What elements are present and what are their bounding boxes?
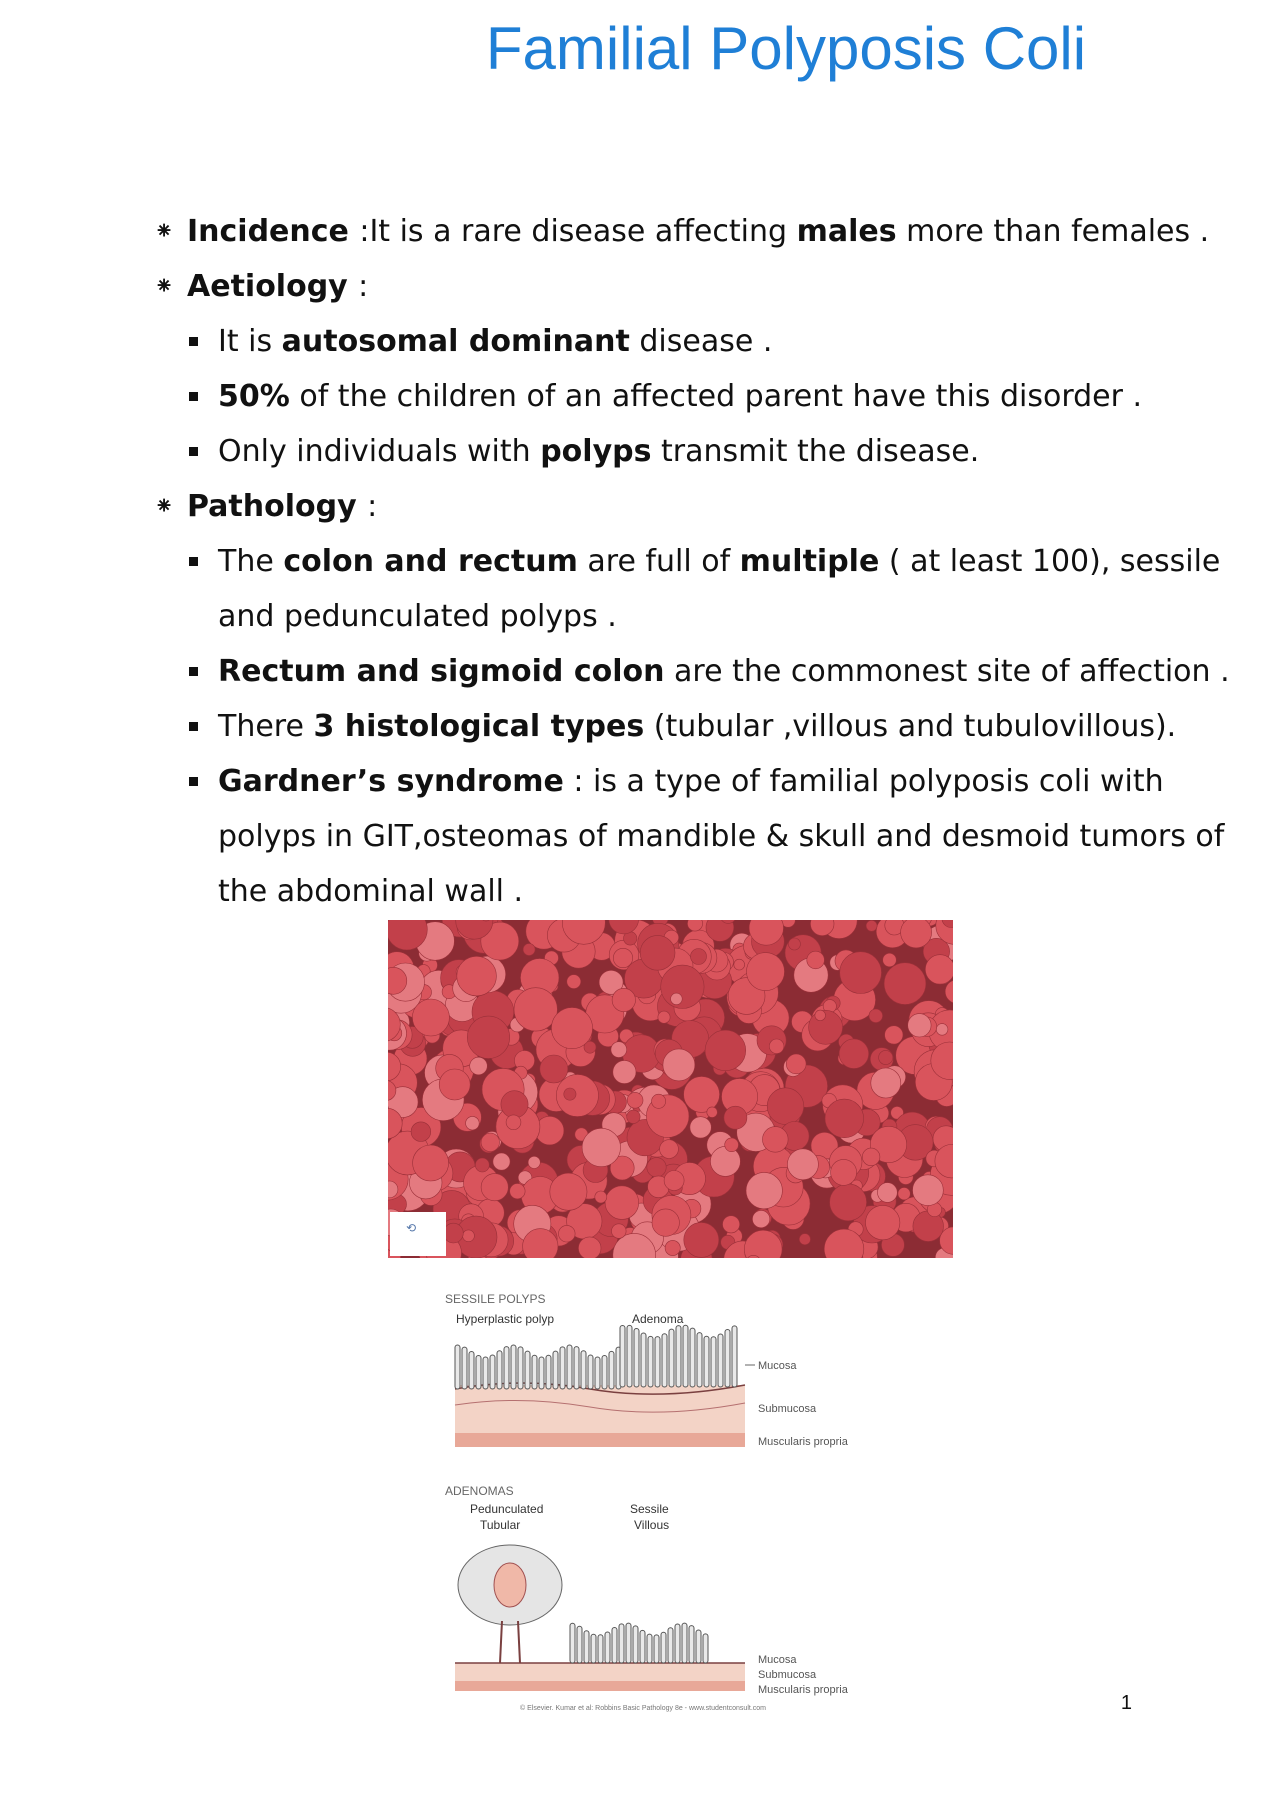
villus-shape bbox=[469, 1351, 474, 1389]
villus-shape bbox=[703, 1634, 708, 1663]
polyp-blob bbox=[723, 1216, 740, 1233]
square-bullet-icon bbox=[189, 447, 198, 456]
square-bullet-icon bbox=[189, 667, 198, 676]
villus-shape bbox=[697, 1333, 702, 1387]
polyp-blob bbox=[788, 938, 800, 950]
polyp-blob bbox=[725, 1138, 739, 1152]
square-bullet-icon bbox=[189, 722, 198, 731]
polyp-blob bbox=[724, 1106, 747, 1129]
villus-shape bbox=[525, 1351, 530, 1389]
bold-term: males bbox=[796, 214, 897, 249]
diagram-label-adenoma: Adenoma bbox=[632, 1312, 684, 1326]
polyp-blob bbox=[885, 1026, 903, 1044]
polyp-blob bbox=[613, 948, 632, 967]
polyp-blob bbox=[799, 1234, 810, 1245]
villus-shape bbox=[504, 1347, 509, 1389]
villus-shape bbox=[605, 1632, 610, 1663]
polyp-blob bbox=[691, 949, 707, 965]
text-run: polyps in GIT,osteomas of mandible & skull and desmoid tumors of bbox=[218, 819, 1225, 854]
polyp-blob bbox=[567, 975, 581, 989]
body-content bbox=[154, 204, 1230, 919]
diagram-label-tubular: Tubular bbox=[480, 1518, 521, 1532]
polyposis-photo bbox=[388, 920, 953, 1258]
polyp-blob bbox=[506, 1115, 521, 1130]
villus-shape bbox=[682, 1623, 687, 1663]
text-run: transmit the disease. bbox=[651, 434, 980, 469]
asterisk-bullet-icon: ⁕ bbox=[154, 492, 175, 520]
polyp-blob bbox=[467, 1016, 509, 1058]
polyp-blob bbox=[475, 1158, 489, 1172]
polyp-blob bbox=[463, 1230, 475, 1242]
polyp-blob bbox=[556, 1074, 598, 1116]
villus-shape bbox=[690, 1328, 695, 1387]
villus-shape bbox=[676, 1326, 681, 1387]
polyps-image bbox=[388, 920, 953, 1258]
square-bullet-icon bbox=[189, 557, 198, 566]
polyp-blob bbox=[866, 920, 877, 931]
polyp-blob bbox=[746, 1172, 782, 1208]
polyp-blob bbox=[825, 1099, 864, 1138]
text-run: are the commonest site of affection . bbox=[664, 654, 1230, 689]
list-item bbox=[154, 699, 1177, 754]
layer-label-muscularis: Muscularis propria bbox=[758, 1436, 848, 1448]
svg-text:⟲: ⟲ bbox=[406, 1221, 417, 1235]
diagram-label-sessile: Sessile bbox=[630, 1502, 669, 1516]
villus-shape bbox=[560, 1347, 565, 1389]
diagram-label-villous: Villous bbox=[634, 1518, 670, 1532]
layer-label-mucosa-2: Mucosa bbox=[758, 1654, 797, 1666]
polyp-blob bbox=[664, 1171, 684, 1191]
villus-shape bbox=[647, 1634, 652, 1663]
list-item bbox=[154, 754, 1164, 809]
bold-term: 50% bbox=[218, 379, 290, 414]
diagram-label-pedunculated: Pedunculated bbox=[470, 1502, 544, 1516]
diagram-label-hyperplastic: Hyperplastic polyp bbox=[456, 1312, 555, 1326]
villus-shape bbox=[595, 1357, 600, 1389]
text-run: of the children of an affected parent have this disorder . bbox=[289, 379, 1143, 414]
polyp-blob bbox=[747, 953, 785, 991]
text-run: : bbox=[367, 489, 378, 524]
polyp-blob bbox=[869, 1009, 883, 1023]
polyp-blob bbox=[613, 1060, 636, 1083]
villus-shape bbox=[620, 1326, 625, 1387]
villus-shape bbox=[532, 1355, 537, 1389]
polyp-blob bbox=[883, 953, 897, 967]
polyp-blob bbox=[660, 1140, 679, 1159]
text-run: the abdominal wall . bbox=[218, 874, 524, 909]
page-number: 1 bbox=[1120, 1692, 1132, 1714]
layer-label-submucosa: Submucosa bbox=[758, 1403, 817, 1415]
polyp-blob bbox=[564, 1088, 576, 1100]
polyp-blob bbox=[595, 1191, 607, 1203]
villus-shape bbox=[539, 1357, 544, 1389]
villus-shape bbox=[704, 1336, 709, 1387]
polyp-blob bbox=[550, 1173, 587, 1210]
polyp-blob bbox=[411, 1122, 431, 1142]
bold-term: colon and rectum bbox=[283, 544, 578, 579]
layer-label-muscularis-2: Muscularis propria bbox=[758, 1684, 848, 1696]
text-run: : bbox=[358, 269, 369, 304]
polyp-blob bbox=[936, 1024, 948, 1036]
villus-shape bbox=[634, 1328, 639, 1387]
list-item bbox=[154, 369, 1154, 424]
polyp-blob bbox=[840, 952, 882, 994]
villus-shape bbox=[591, 1634, 596, 1663]
diagram-credit: © Elsevier. Kumar et al: Robbins Basic Pathology 8e - www.studentconsult.com bbox=[520, 1705, 766, 1712]
villus-shape bbox=[598, 1635, 603, 1663]
polyp-blob bbox=[839, 1039, 869, 1069]
list-item bbox=[154, 644, 1230, 699]
villus-shape bbox=[725, 1330, 730, 1387]
list-item bbox=[154, 314, 1154, 369]
polyp-blob bbox=[612, 988, 635, 1011]
villus-shape bbox=[511, 1345, 516, 1389]
text-run: It is bbox=[218, 324, 282, 359]
villus-shape bbox=[584, 1631, 589, 1663]
villus-shape bbox=[602, 1356, 607, 1389]
polyp-blob bbox=[470, 1057, 488, 1075]
polyp-blob bbox=[862, 1148, 880, 1166]
text-run: :It is a rare disease affecting bbox=[359, 214, 797, 249]
polyp-blob bbox=[710, 1146, 740, 1176]
villus-shape bbox=[588, 1355, 593, 1389]
villus-shape bbox=[476, 1356, 481, 1389]
villus-shape bbox=[661, 1632, 666, 1663]
polyp-blob bbox=[652, 1094, 666, 1108]
villus-shape bbox=[497, 1351, 502, 1389]
polyp-blob bbox=[481, 1133, 499, 1151]
text-run: disease . bbox=[629, 324, 773, 359]
list-item bbox=[154, 589, 1154, 644]
polyp-diagram bbox=[440, 1285, 880, 1715]
bold-term: Gardner’s syndrome bbox=[218, 764, 564, 799]
polyp-blob bbox=[501, 1091, 528, 1118]
muscularis-layer bbox=[455, 1433, 745, 1447]
bold-term: Incidence bbox=[187, 214, 360, 249]
polyp-blob bbox=[787, 1149, 818, 1180]
polyp-blob bbox=[658, 1011, 670, 1023]
bold-term: Aetiology bbox=[187, 269, 359, 304]
text-run: (tubular ,villous and tubulovillous). bbox=[644, 709, 1177, 744]
polyp-blob bbox=[582, 1128, 620, 1166]
villus-shape bbox=[641, 1333, 646, 1387]
polyp-blob bbox=[705, 1030, 746, 1071]
section-heading bbox=[154, 204, 1210, 259]
polyp-blob bbox=[815, 1010, 826, 1021]
polyp-blob bbox=[627, 1092, 643, 1108]
text-run: Only individuals with bbox=[218, 434, 541, 469]
villus-shape bbox=[668, 1628, 673, 1663]
villus-shape bbox=[662, 1334, 667, 1387]
villus-shape bbox=[654, 1635, 659, 1663]
text-run: There bbox=[218, 709, 314, 744]
villus-shape bbox=[612, 1627, 617, 1663]
polyp-blob bbox=[528, 1156, 540, 1168]
text-run: : is a type of familial polyposis coli with bbox=[563, 764, 1164, 799]
polyp-blob bbox=[684, 1222, 719, 1257]
polyp-blob bbox=[769, 1039, 784, 1054]
bold-term: 3 histological types bbox=[313, 709, 645, 744]
villus-shape bbox=[577, 1626, 582, 1663]
polyp-blob bbox=[763, 1127, 789, 1153]
villus-shape bbox=[574, 1347, 579, 1389]
polyp-blob bbox=[871, 1068, 901, 1098]
polyp-blob bbox=[665, 1240, 680, 1255]
villus-shape bbox=[546, 1355, 551, 1389]
text-run: ( at least 100), sessile bbox=[879, 544, 1221, 579]
bold-term: Pathology bbox=[187, 489, 368, 524]
polyp-blob bbox=[559, 1225, 576, 1242]
polyp-blob bbox=[652, 1209, 679, 1236]
villus-shape bbox=[689, 1626, 694, 1663]
polyp-blob bbox=[514, 988, 557, 1031]
bold-term: Rectum and sigmoid colon bbox=[218, 654, 665, 689]
list-item bbox=[154, 534, 1221, 589]
polyp-blob bbox=[510, 1184, 525, 1199]
layer-label-mucosa: Mucosa bbox=[758, 1360, 797, 1372]
polyp-blob bbox=[605, 1186, 639, 1220]
bold-term: multiple bbox=[739, 544, 880, 579]
polyp-blob bbox=[578, 1237, 601, 1258]
villus-shape bbox=[711, 1337, 716, 1387]
polyp-blob bbox=[908, 1014, 931, 1037]
asterisk-bullet-icon: ⁕ bbox=[154, 272, 175, 300]
square-bullet-icon bbox=[189, 337, 198, 346]
polyp-blob bbox=[866, 1205, 900, 1239]
watermark-logo-icon bbox=[390, 1212, 446, 1256]
polyp-blob bbox=[481, 1174, 508, 1201]
polyp-blob bbox=[647, 1158, 666, 1177]
villus-shape bbox=[581, 1351, 586, 1389]
polyp-blob bbox=[884, 963, 926, 1005]
polyp-blob bbox=[661, 965, 704, 1008]
polyp-blob bbox=[540, 1055, 568, 1083]
bold-term: autosomal dominant bbox=[281, 324, 630, 359]
polyp-blob bbox=[898, 1188, 910, 1200]
layer-label-submucosa-2: Submucosa bbox=[758, 1669, 817, 1681]
section-heading bbox=[154, 259, 1154, 314]
villus-shape bbox=[609, 1351, 614, 1389]
list-item bbox=[154, 809, 1225, 864]
villus-shape bbox=[619, 1624, 624, 1663]
polyp-blob bbox=[878, 1183, 898, 1203]
polyp-blob bbox=[444, 1223, 464, 1243]
polyp-blob bbox=[684, 1076, 720, 1112]
polyp-blob bbox=[925, 955, 953, 984]
villus-shape bbox=[626, 1623, 631, 1663]
square-bullet-icon bbox=[189, 777, 198, 786]
villus-shape bbox=[683, 1325, 688, 1387]
list-item bbox=[154, 864, 1154, 919]
polyp-blob bbox=[611, 1042, 627, 1058]
polyp-blob bbox=[627, 1110, 640, 1123]
polyp-blob bbox=[879, 1050, 893, 1064]
polyp-blob bbox=[612, 1224, 627, 1239]
diagram-heading-sessile: SESSILE POLYPS bbox=[445, 1292, 546, 1306]
text-run: more than females . bbox=[896, 214, 1210, 249]
polyp-blob bbox=[457, 956, 497, 996]
villus-shape bbox=[696, 1630, 701, 1663]
polyp-blob bbox=[767, 1088, 804, 1125]
villus-shape bbox=[570, 1623, 575, 1663]
villus-shape bbox=[648, 1336, 653, 1387]
villus-shape bbox=[627, 1325, 632, 1387]
polyp-blob bbox=[913, 1175, 944, 1206]
villus-shape bbox=[732, 1326, 737, 1387]
polyp-blob bbox=[493, 1153, 510, 1170]
polyp-blob bbox=[663, 1049, 695, 1081]
polyp-blob bbox=[752, 1210, 769, 1227]
list-item bbox=[154, 424, 1154, 479]
villus-shape bbox=[490, 1355, 495, 1389]
villus-shape bbox=[669, 1329, 674, 1387]
villus-shape bbox=[633, 1626, 638, 1663]
polyp-blob bbox=[707, 1107, 718, 1118]
polyp-blob bbox=[786, 1054, 806, 1074]
page-title: Familial Polyposis Coli bbox=[485, 15, 1087, 82]
polyp-blob bbox=[690, 1117, 711, 1138]
text-run: are full of bbox=[577, 544, 740, 579]
villus-shape bbox=[718, 1334, 723, 1387]
polyp-blob bbox=[640, 935, 675, 970]
polyp-blob bbox=[671, 993, 683, 1005]
villus-shape bbox=[462, 1347, 467, 1389]
text-run: and pedunculated polyps . bbox=[218, 599, 617, 634]
villus-shape bbox=[567, 1345, 572, 1389]
text-run: The bbox=[218, 544, 284, 579]
polyp-blob bbox=[901, 920, 932, 948]
polyp-blob bbox=[412, 999, 449, 1036]
polyp-blob bbox=[466, 1116, 480, 1130]
villus-shape bbox=[675, 1624, 680, 1663]
polyp-blob bbox=[439, 1069, 470, 1100]
asterisk-bullet-icon: ⁕ bbox=[154, 217, 175, 245]
villus-shape bbox=[483, 1357, 488, 1389]
diagram-heading-adenomas: ADENOMAS bbox=[445, 1484, 514, 1498]
polyp-blob bbox=[831, 1159, 857, 1185]
square-bullet-icon bbox=[189, 392, 198, 401]
villus-shape bbox=[518, 1347, 523, 1389]
polyp-blob bbox=[734, 959, 745, 970]
polyp-blob bbox=[523, 944, 535, 956]
villus-shape bbox=[553, 1351, 558, 1389]
bold-term: polyps bbox=[540, 434, 652, 469]
polyp-blob bbox=[807, 951, 825, 969]
villus-shape bbox=[655, 1337, 660, 1387]
section-heading bbox=[154, 479, 1154, 534]
polyp-blob bbox=[551, 1008, 592, 1049]
villus-shape bbox=[455, 1345, 460, 1389]
polyp-blob bbox=[413, 1145, 449, 1181]
villus-shape bbox=[640, 1630, 645, 1663]
polyp-blob bbox=[830, 1184, 867, 1221]
